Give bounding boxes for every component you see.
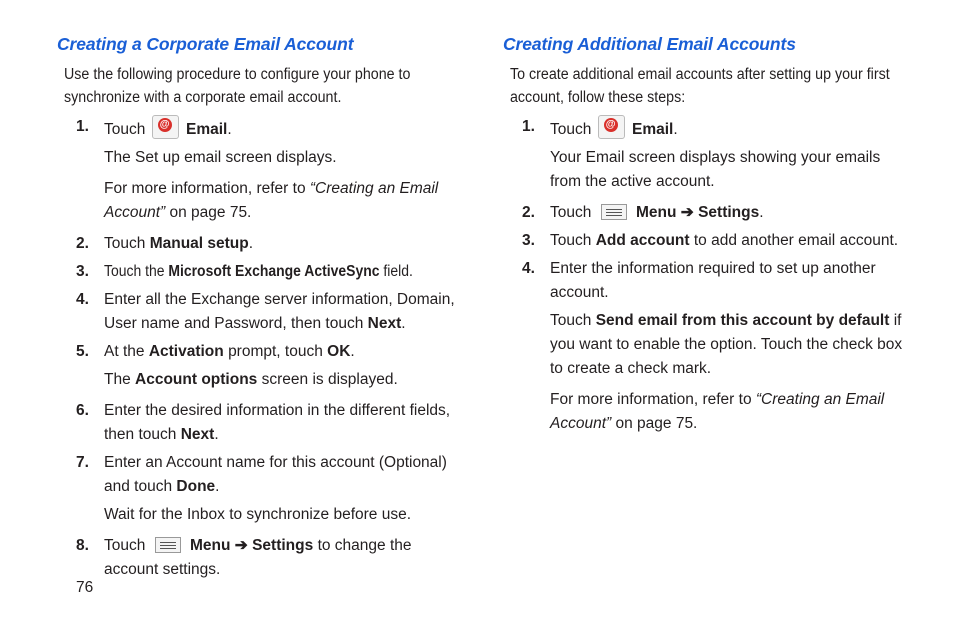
email-app-icon — [152, 115, 179, 139]
note-paragraph — [503, 309, 913, 381]
step-1 — [57, 115, 467, 142]
step-number: 3. — [76, 263, 89, 280]
step-text: At the — [104, 343, 145, 360]
step-text: Touch — [550, 204, 592, 221]
left-column — [57, 34, 467, 582]
page-number: 76 — [76, 579, 94, 596]
step-4 — [57, 288, 467, 336]
arrow-icon: ➔ — [234, 537, 248, 554]
step-6 — [57, 399, 467, 447]
step-number: 1. — [76, 118, 89, 135]
step-text: prompt, touch — [228, 343, 323, 360]
note-text: The — [104, 371, 131, 388]
step-text: Touch — [104, 537, 146, 554]
section-heading: Creating a Corporate Email Account — [57, 34, 354, 54]
note-paragraph: Wait for the Inbox to synchronize before use. — [104, 506, 412, 523]
step-8 — [57, 534, 467, 582]
step-number: 8. — [76, 537, 89, 554]
step-bold: Email — [632, 121, 674, 138]
step-bold: Microsoft Exchange ActiveSync — [168, 263, 380, 280]
step-number: 4. — [522, 260, 535, 277]
email-app-icon — [598, 115, 625, 139]
step-2 — [57, 232, 467, 256]
step-text: field. — [383, 263, 413, 280]
note-paragraph: Your Email screen displays showing your emails from the active account. — [550, 149, 881, 190]
step-text: Enter all the Exchange server information, Domain, User name and Password, then touch — [104, 291, 455, 332]
ref-link-text: “Creating an Email Account” — [104, 180, 439, 221]
step-text: Enter the information required to set up another account. — [550, 260, 876, 301]
step-bold: Settings — [252, 537, 314, 554]
step-bold: Email — [186, 121, 228, 138]
step-bold: Next — [367, 315, 402, 332]
step-text: . — [227, 121, 232, 138]
step-number: 3. — [522, 232, 535, 249]
step-number: 5. — [76, 343, 89, 360]
step-text: Touch — [104, 235, 146, 252]
step-bold: Next — [180, 426, 215, 443]
step-3 — [57, 260, 467, 284]
step-text: . — [215, 478, 220, 495]
step-7 — [57, 451, 467, 499]
arrow-icon: ➔ — [680, 204, 694, 221]
ref-text: on page 75. — [615, 415, 698, 432]
intro-paragraph: Use the following procedure to configure your phone to synchronize with a corporate email account. — [64, 66, 411, 106]
step-bold: Menu — [190, 537, 231, 554]
step-text: Enter the desired information in the different fields, then touch — [104, 402, 451, 443]
reference-paragraph — [57, 177, 467, 225]
step-text: Touch — [550, 232, 592, 249]
step-text: . — [350, 343, 355, 360]
step-bold: Add account — [595, 232, 690, 249]
ref-text: For more information, refer to — [104, 180, 306, 197]
intro-paragraph: To create additional email accounts after setting up your first account, follow these steps: — [510, 66, 890, 106]
note-bold: Account options — [135, 371, 258, 388]
step-text: . — [759, 204, 764, 221]
step-2 — [503, 201, 913, 225]
step-text: to add another email account. — [693, 232, 899, 249]
ref-text: For more information, refer to — [550, 391, 752, 408]
step-4 — [503, 257, 913, 305]
step-bold: Settings — [698, 204, 760, 221]
ref-link-text: “Creating an Email Account” — [550, 391, 885, 432]
step-number: 7. — [76, 454, 89, 471]
menu-key-icon — [601, 204, 627, 220]
step-text: Touch the — [104, 263, 165, 280]
ref-text: on page 75. — [169, 204, 252, 221]
step-bold: Activation — [148, 343, 224, 360]
step-number: 2. — [76, 235, 89, 252]
step-text: to change the account settings. — [104, 537, 412, 578]
note-text: screen is displayed. — [261, 371, 398, 388]
section-heading: Creating Additional Email Accounts — [503, 34, 796, 54]
step-bold: Manual setup — [149, 235, 249, 252]
step-text: . — [214, 426, 219, 443]
step-text: Enter an Account name for this account (Optional) and touch — [104, 454, 447, 495]
step-text: Touch — [104, 121, 146, 138]
menu-key-icon — [155, 537, 181, 553]
step-text-line — [104, 260, 413, 284]
step-text: . — [401, 315, 406, 332]
reference-paragraph — [503, 388, 913, 436]
step-3 — [503, 229, 913, 253]
step-number: 2. — [522, 204, 535, 221]
step-bold: Menu — [636, 204, 677, 221]
note-bold: Send email from this account by default — [595, 312, 890, 329]
step-bold: Done — [176, 478, 216, 495]
step-1 — [503, 115, 913, 142]
note-text: if you want to enable the option. Touch the check box to create a check mark. — [550, 312, 903, 377]
step-text: . — [673, 121, 678, 138]
step-number: 6. — [76, 402, 89, 419]
step-bold: OK — [327, 343, 351, 360]
step-text: . — [248, 235, 254, 252]
step-number: 4. — [76, 291, 89, 308]
note-paragraph — [57, 368, 467, 392]
step-5 — [57, 340, 467, 364]
right-column — [503, 34, 913, 436]
step-text: Touch — [550, 121, 592, 138]
note-text: Touch — [550, 312, 592, 329]
step-number: 1. — [522, 118, 535, 135]
note-paragraph: The Set up email screen displays. — [104, 149, 337, 166]
